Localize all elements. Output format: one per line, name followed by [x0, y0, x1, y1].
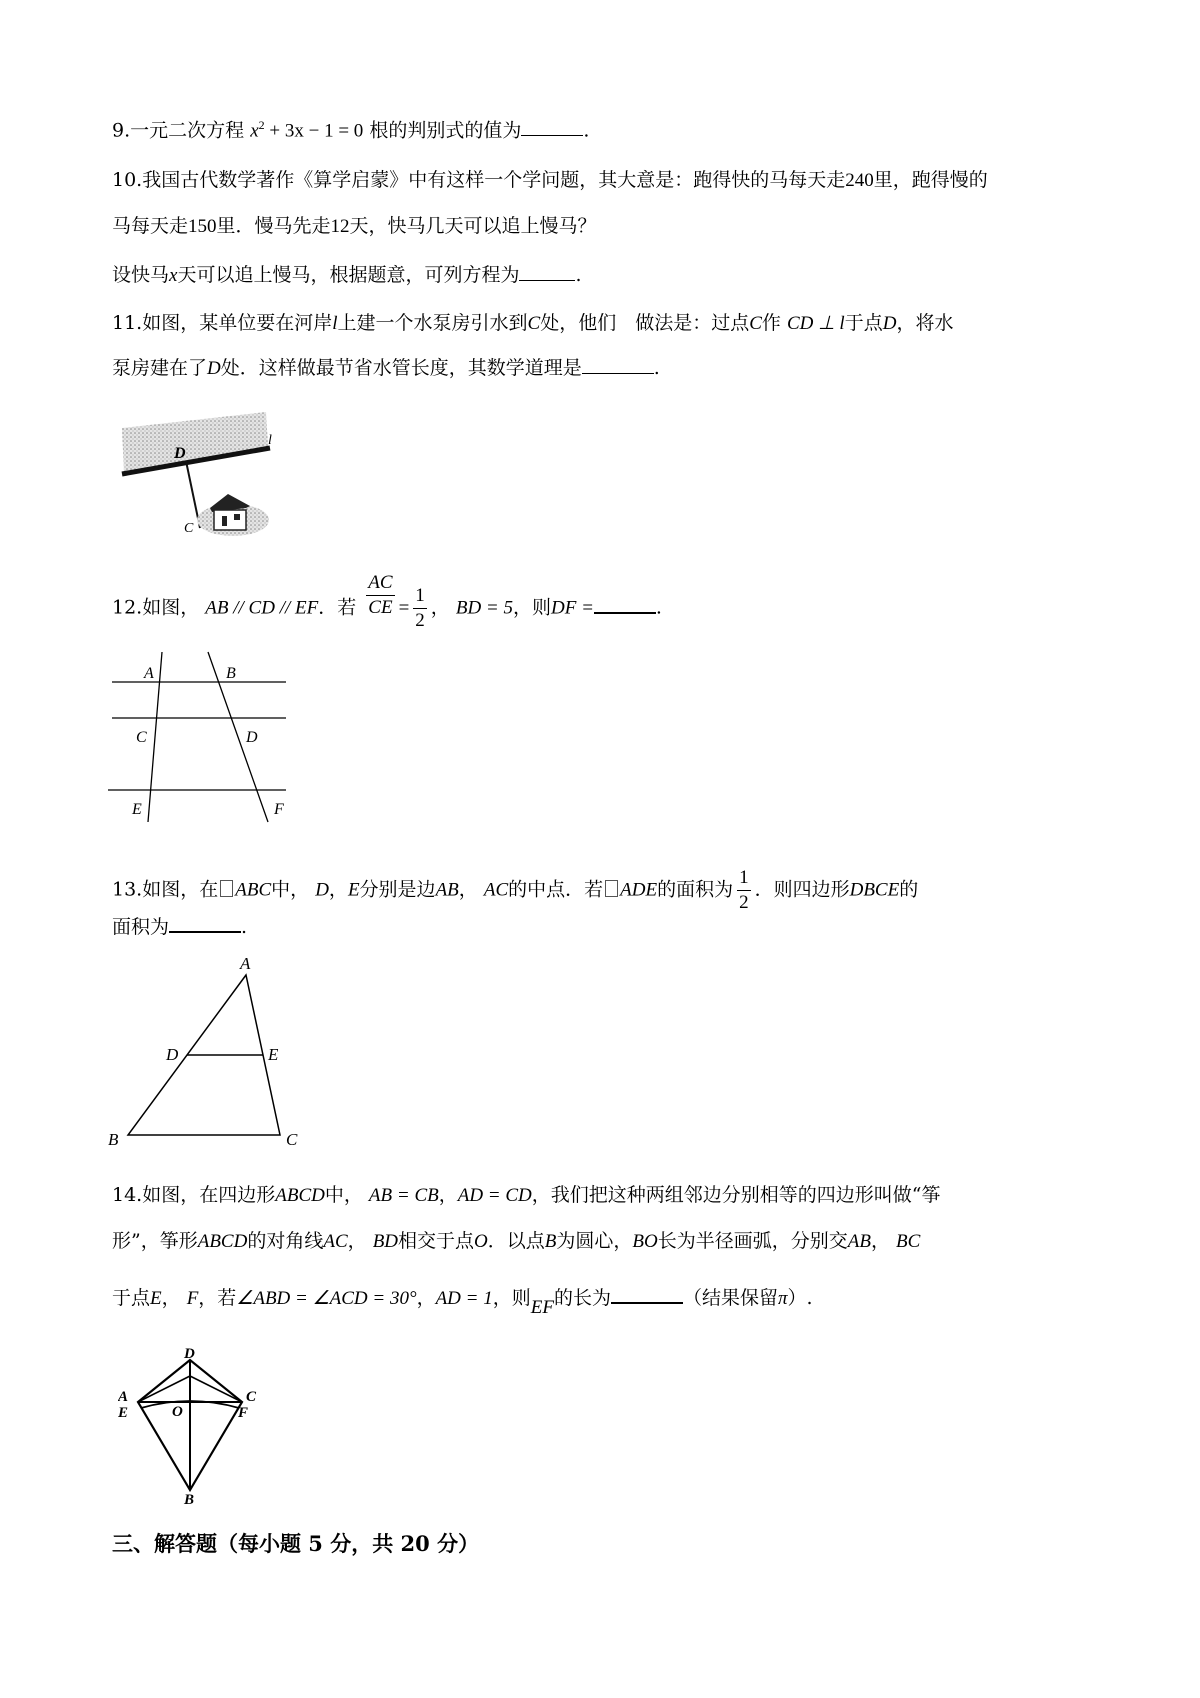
section-3-heading: 三、解答题（每小题 5 分，共 20 分）: [112, 1531, 480, 1556]
q13-end: .: [241, 916, 248, 938]
q13-text-1: 如图，在: [142, 878, 219, 901]
q12-fig-label-D: D: [246, 729, 258, 746]
q13-text-2: 中，: [271, 878, 310, 901]
q9-number: 9.: [112, 119, 131, 142]
q11-text-1f: ，将水: [896, 312, 954, 334]
q14-text-3f: ）.: [787, 1287, 813, 1309]
q14-fig-label-D: D: [184, 1346, 195, 1362]
q12-frac-num: AC: [366, 571, 394, 596]
q13-text-5: 的面积为: [657, 878, 734, 901]
q12-fraction-half: [413, 584, 427, 633]
q13-text-line-2: 面积为: [112, 916, 170, 938]
q14-pi: π: [778, 1288, 788, 1309]
q11-text-1e: 于点: [844, 312, 883, 334]
q13-fig-label-E: E: [268, 1045, 279, 1064]
q9-eq-rest: + 3x − 1 = 0: [264, 120, 364, 142]
q13-dbce: DBCE: [849, 879, 900, 901]
q13-text-4: 的中点．若: [508, 878, 604, 901]
q13-AB: AB: [435, 879, 459, 901]
question-12: [112, 572, 662, 633]
q9-end: .: [583, 119, 590, 142]
q12-answer-blank[interactable]: [594, 594, 656, 614]
q10-v12: 12: [330, 216, 350, 237]
q11-fig-label-l: l: [268, 433, 272, 448]
q10-end: .: [575, 264, 582, 286]
question-14-line-2: [112, 1228, 920, 1255]
q9-text-2: 根的判别式的值为: [369, 119, 522, 142]
q14-text-2c: 相交于点: [398, 1230, 475, 1252]
q10-text-1: 我国古代数学著作《算学启蒙》中有这样一个学问题，其大意是：跑得快的马每天走: [142, 169, 846, 191]
triangle-symbol-icon: [220, 880, 233, 897]
q14-abcd: ABCD: [275, 1185, 325, 1206]
q13-fig-label-C: C: [286, 1130, 298, 1149]
q11-C2: C: [749, 313, 762, 334]
q12-fig-label-E: E: [132, 801, 142, 818]
q13-comma: ，: [328, 878, 348, 901]
q14-BD: BD: [372, 1231, 399, 1252]
q12-number: 12.: [112, 596, 143, 619]
q12-text-2: ．若: [318, 596, 357, 619]
triangle-symbol-icon: [605, 880, 618, 897]
q12-fig-label-F: F: [274, 801, 284, 818]
q11-answer-blank[interactable]: [582, 355, 654, 374]
q10-text-2a: 马每天走: [112, 215, 189, 237]
q14-abcd-2: ABCD: [197, 1231, 248, 1252]
q14-comma-2: ，: [347, 1230, 367, 1252]
q14-text-3d: 的长为: [553, 1287, 611, 1309]
q14-fig-label-F: F: [238, 1405, 249, 1421]
q11-number: 11.: [112, 312, 143, 334]
q14-arc-EF: EF: [530, 1297, 554, 1318]
q14-kite-figure: [118, 1346, 278, 1506]
q10-text-1b: 里，跑得慢的: [873, 169, 988, 191]
q12-df: DF =: [551, 597, 594, 619]
q13-answer-blank[interactable]: [169, 913, 241, 933]
q14-angle: ∠ABD = ∠ACD = 30°: [236, 1288, 417, 1309]
question-14-line-1: [112, 1182, 941, 1209]
q14-comma-4: ，: [161, 1287, 181, 1309]
q14-fig-label-E: E: [118, 1405, 129, 1421]
q14-comma-1: ，: [438, 1184, 458, 1206]
q11-text-2a: 泵房建在了: [112, 357, 208, 379]
q12-text-1: 如图，: [142, 596, 200, 619]
q14-comma-3: ，: [870, 1230, 890, 1252]
q12-text-3: ，则: [513, 596, 552, 619]
q13-half-num: 1: [737, 866, 751, 891]
q10-text-3a: 设快马: [112, 264, 170, 286]
q10-v150: 150: [188, 216, 217, 237]
q14-text-3c: ，则: [492, 1287, 531, 1309]
q11-C: C: [527, 313, 541, 334]
transversal-bdf: [208, 652, 268, 822]
q13-half-den: 2: [739, 892, 749, 913]
q14-AC: AC: [323, 1231, 348, 1252]
q11-text-1c: 处，他们 做法是：过点: [540, 312, 750, 334]
question-13-line-2: [112, 913, 247, 940]
question-11-line-1: [112, 310, 953, 337]
q14-answer-blank[interactable]: [611, 1284, 683, 1304]
question-9: [112, 112, 589, 144]
q14-ab-cb: AB = CB: [368, 1185, 439, 1206]
river-bank-shape: [122, 412, 268, 474]
q14-text-2e: 为圆心，: [556, 1230, 633, 1252]
q14-text-2f: 长为半径画弧，分别交: [657, 1230, 848, 1252]
question-11-line-2: [112, 355, 660, 382]
question-10-line-2: [112, 213, 597, 240]
q13-ade: ADE: [620, 879, 658, 901]
q14-fig-label-A: A: [118, 1389, 129, 1405]
q12-frac-den: CE: [368, 597, 393, 618]
q11-perp: CD ⊥ l: [786, 313, 845, 334]
q12-fig-label-B: B: [226, 665, 236, 682]
q11-text-1b: 上建一个水泵房引水到: [337, 312, 528, 334]
q11-text-1d: 作: [761, 312, 781, 334]
q14-text-1c: ，我们把这种两组邻边分别相等的四边形叫做“筝: [531, 1184, 941, 1206]
q14-fig-label-B: B: [184, 1492, 195, 1506]
q10-v240: 240: [845, 170, 874, 191]
q10-text-2c: 天，快马几天可以追上慢马？: [349, 215, 597, 237]
q14-AB: AB: [847, 1231, 871, 1252]
q14-B: B: [544, 1231, 557, 1252]
q14-fig-label-C: C: [246, 1389, 257, 1405]
q11-text-1a: 如图，某单位要在河岸: [142, 312, 333, 334]
q11-text-2b: 处．这样做最节省水管长度，其数学道理是: [220, 357, 582, 379]
q10-var-x: x: [169, 265, 178, 286]
q12-half-num: 1: [413, 584, 427, 609]
q10-number: 10.: [112, 169, 143, 191]
q14-text-3e: （结果保留: [682, 1287, 778, 1309]
q13-AC: AC: [483, 879, 509, 901]
q13-text-3: 分别是边: [359, 878, 436, 901]
q13-D: D: [315, 879, 329, 901]
q12-end: .: [655, 596, 662, 619]
q14-E: E: [150, 1288, 162, 1309]
question-10-line-1: [112, 167, 988, 194]
q14-text-1b: 中，: [324, 1184, 363, 1206]
q12-bd: BD = 5: [455, 597, 513, 619]
q12-parallel: AB // CD // EF: [205, 597, 319, 619]
q14-BO: BO: [632, 1231, 658, 1252]
q14-fig-label-O: O: [172, 1404, 183, 1420]
q11-l: l: [332, 313, 338, 334]
q14-ad-cd: AD = CD: [457, 1185, 532, 1206]
q14-text-3a: 于点: [112, 1287, 151, 1309]
q13-fraction-half: [737, 866, 751, 915]
q10-text-3b: 天可以追上慢马，根据题意，可列方程为: [177, 264, 520, 286]
house-door-icon: [222, 516, 227, 526]
q13-triangle-figure: [104, 955, 304, 1155]
q13-fig-label-A: A: [240, 955, 251, 973]
q13-number: 13.: [112, 878, 143, 901]
q11-river-figure: [118, 408, 278, 538]
q14-text-2a: 形”，筝形: [112, 1230, 198, 1252]
q12-fraction-ac-ce: [366, 571, 394, 620]
q13-E: E: [347, 879, 360, 901]
q10-answer-blank[interactable]: [519, 262, 575, 281]
q14-BC: BC: [896, 1231, 921, 1252]
q12-fig-label-A: A: [144, 665, 154, 682]
q9-text: 一元二次方程: [130, 119, 245, 142]
question-14-line-3: [112, 1284, 813, 1318]
q12-comma: ，: [430, 596, 450, 619]
house-icon: [214, 510, 246, 530]
q14-F: F: [186, 1288, 199, 1309]
q14-number: 14.: [112, 1184, 143, 1206]
q13-text-7: 的: [899, 878, 919, 901]
q12-parallel-lines-figure: [108, 650, 298, 830]
q13-fig-label-B: B: [108, 1130, 119, 1149]
q9-eq-sup: 2: [258, 118, 265, 132]
q11-fig-label-C: C: [184, 521, 194, 536]
q14-O: O: [474, 1231, 488, 1252]
q11-D2: D: [207, 358, 221, 379]
q11-fig-label-D: D: [174, 445, 186, 462]
house-window-icon: [234, 514, 240, 520]
q11-end: .: [653, 357, 660, 379]
q14-text-3b: ，若: [198, 1287, 237, 1309]
q12-fig-label-C: C: [136, 729, 147, 746]
q13-comma-2: ，: [458, 878, 478, 901]
question-10-line-3: [112, 262, 582, 289]
q10-text-2b: 里．慢马先走: [216, 215, 331, 237]
q13-fig-label-D: D: [166, 1045, 179, 1064]
q14-comma-5: ，: [416, 1287, 436, 1309]
q14-text-2b: 的对角线: [247, 1230, 324, 1252]
q14-text-1a: 如图，在四边形: [142, 1184, 276, 1206]
q11-D: D: [882, 313, 897, 334]
q14-ad-1: AD = 1: [435, 1288, 493, 1309]
q9-answer-blank[interactable]: [521, 117, 583, 136]
q13-abc: ABC: [235, 879, 272, 901]
q9-eq-x: x: [250, 120, 259, 142]
q12-eq: =: [398, 597, 410, 619]
q14-text-2d: ．以点: [487, 1230, 545, 1252]
q12-half-den: 2: [415, 610, 425, 631]
question-13-line-1: [112, 866, 918, 915]
q13-text-6: ．则四边形: [754, 878, 850, 901]
